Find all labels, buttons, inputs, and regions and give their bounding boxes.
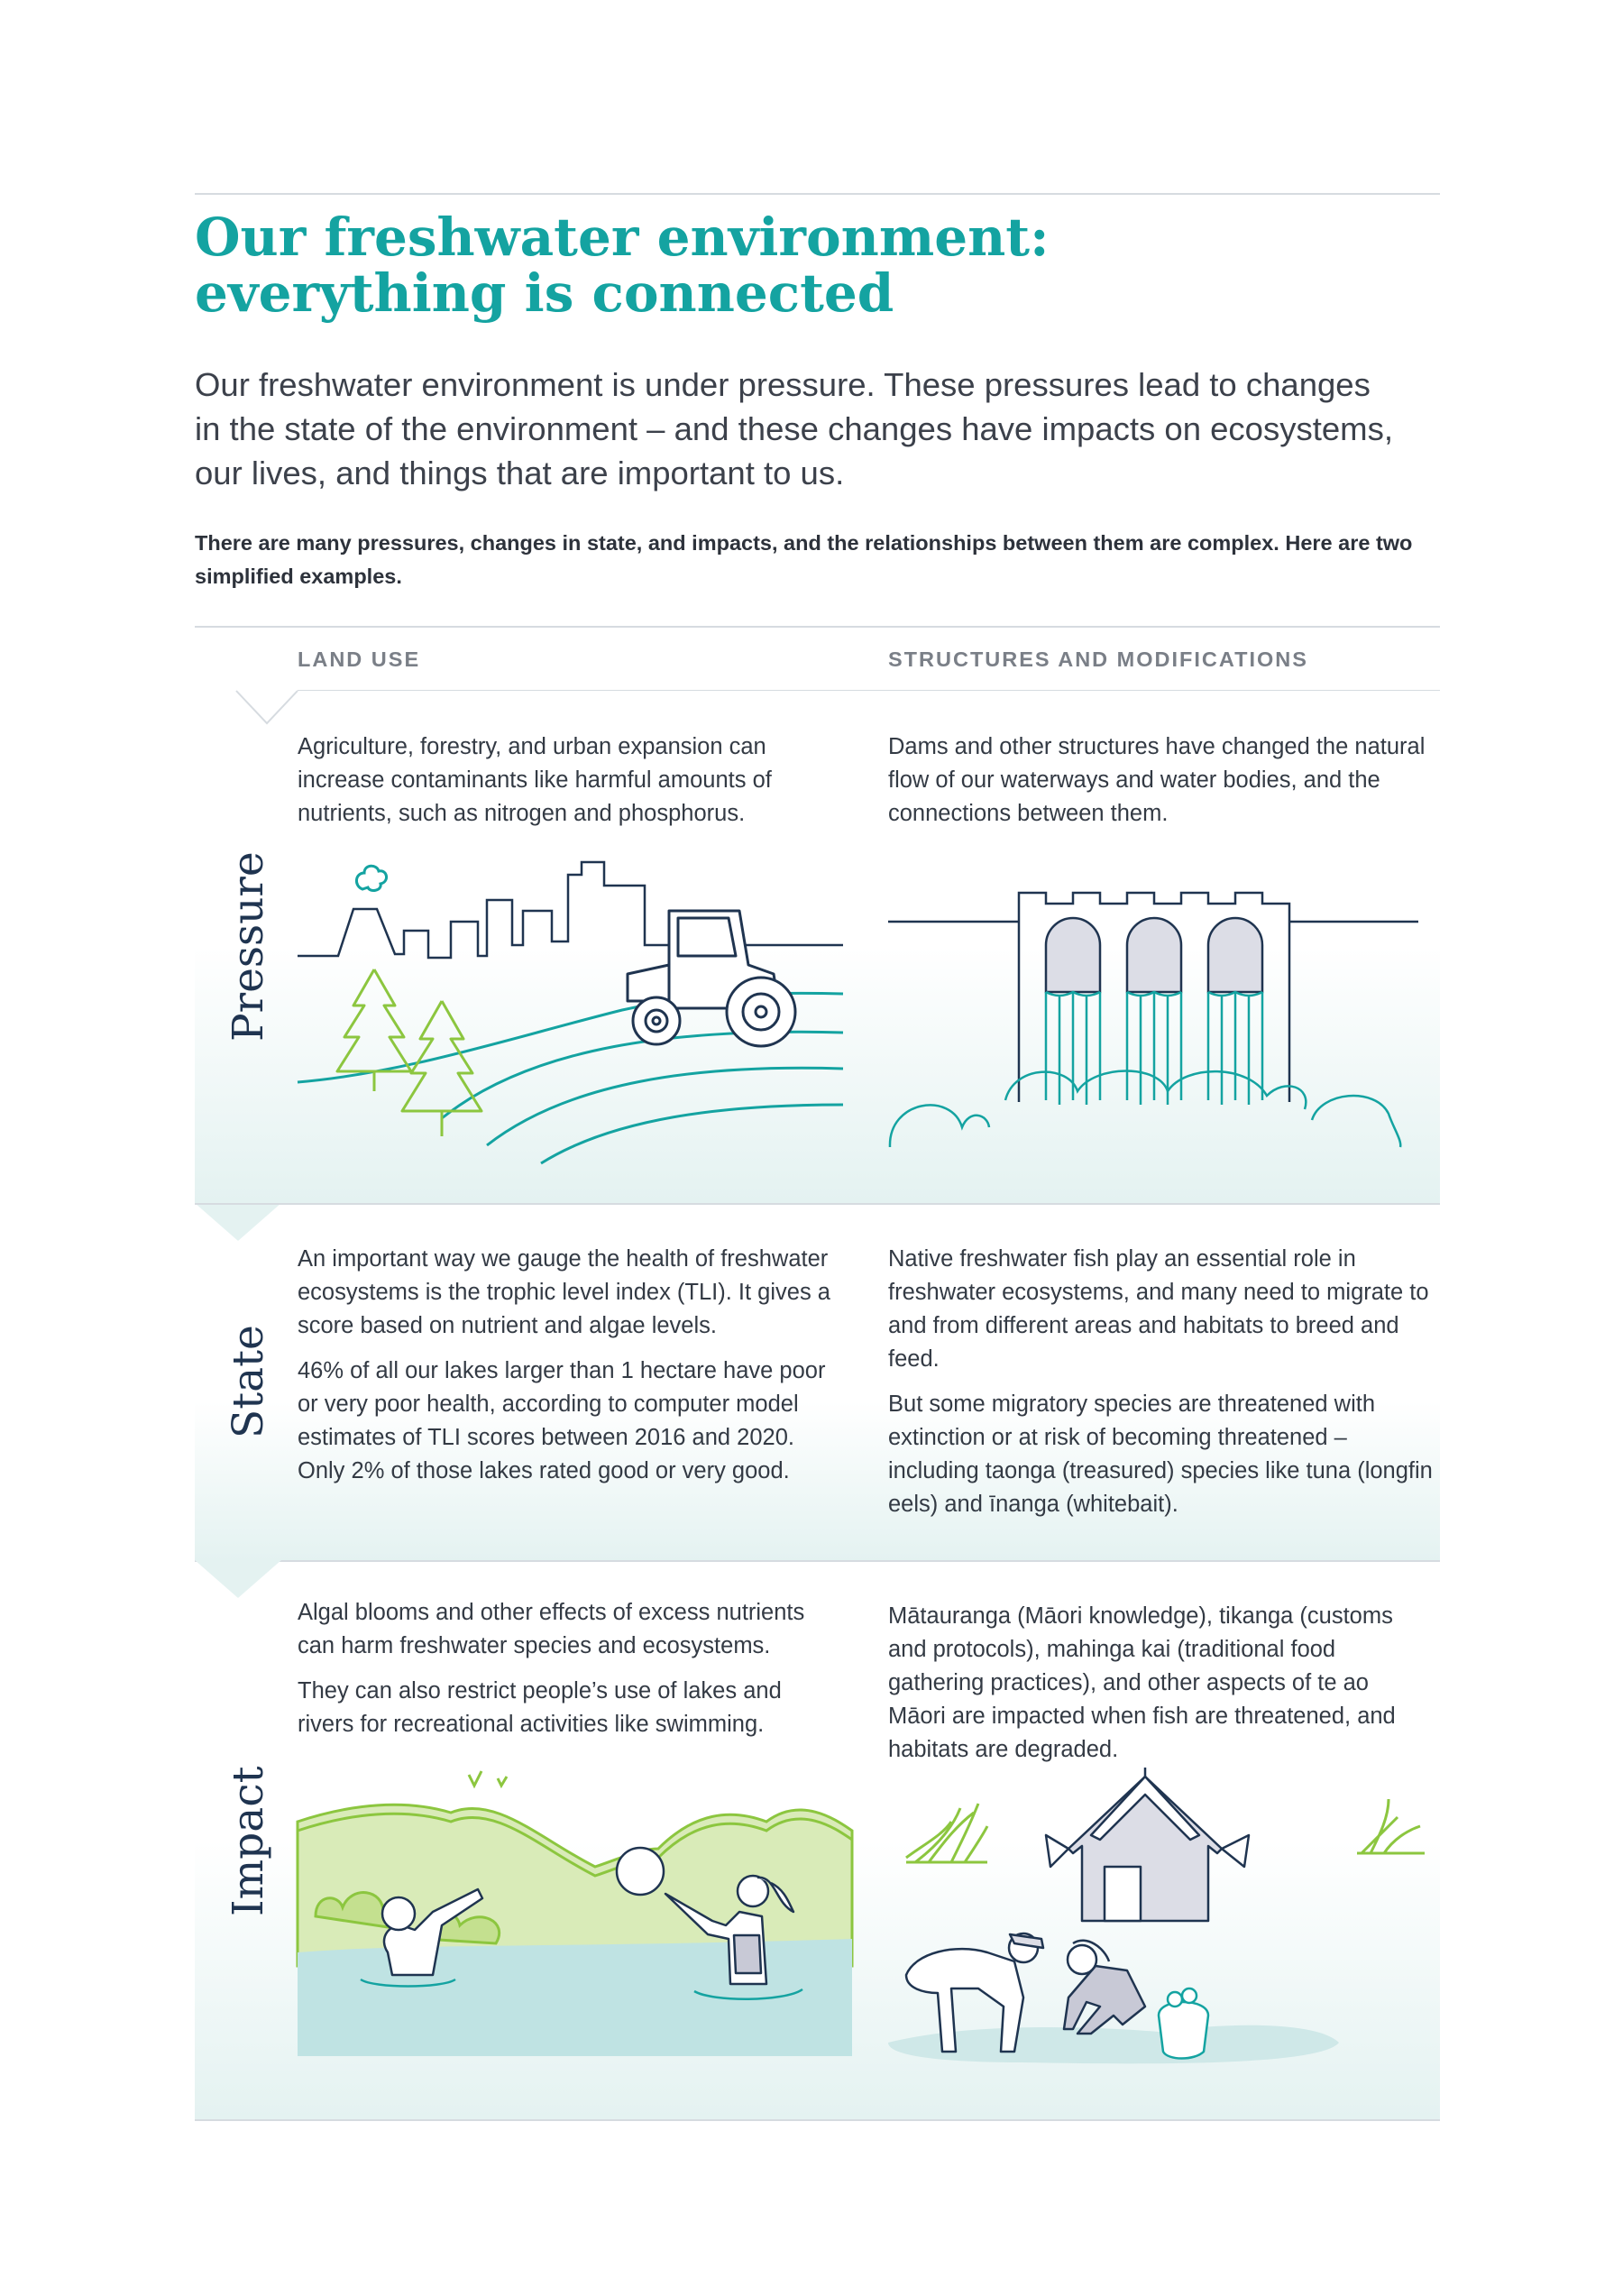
column-header-structures: STRUCTURES AND MODIFICATIONS <box>888 647 1308 671</box>
land-use-illustration <box>298 848 848 1163</box>
impact-notch <box>195 1560 303 1600</box>
pressure-notch <box>195 691 285 730</box>
impact-left-text: Algal blooms and other effects of excess nutrients can harm freshwater species and ecosystems. They can also restrict people’s use of lakes and rivers for recreational activities like swimming. <box>298 1600 805 1737</box>
intro-paragraph: Our freshwater environment is under pressure. These pressures lead to changes in the state of the environment – and these changes have impacts on ecosystems, our lives, and things that are important to us. <box>195 366 1393 491</box>
row-label-pressure: Pressure <box>224 851 273 1042</box>
dam-illustration <box>888 884 1420 1154</box>
column-header-land-use: LAND USE <box>298 647 421 671</box>
pressure-left-text: Agriculture, forestry, and urban expansion can increase contaminants like harmful amounts of nutrients, such as nitrogen and phosphorus. <box>298 734 772 826</box>
top-rule <box>195 193 1440 195</box>
intro-note: There are many pressures, changes in state, and impacts, and the relationships between them are complex. Here are two simplified examples. <box>195 531 1413 588</box>
row-label-impact: Impact <box>224 1766 273 1916</box>
state-notch <box>195 1203 303 1243</box>
marae-illustration <box>888 1763 1429 2088</box>
row-label-state: State <box>224 1325 273 1438</box>
page-title: Our freshwater environment: everything is connected <box>195 207 1050 324</box>
state-left-text: An important way we gauge the health of freshwater ecosystems is the trophic level index (TLI). It gives a score based on nutrient and algae levels. 46% of all our lakes larger than 1 hectare have poor or very poor health, according to computer model estimates of TLI scores between 2016 and 2020. Only 2% of those lakes rated good or very good. <box>298 1246 830 1483</box>
impact-right-text: Mātauranga (Māori knowledge), tikanga (customs and protocols), mahinga kai (traditional food gathering practices), and other aspects of te ao Māori are impacted when fish are threatened, and habitats are degraded. <box>888 1603 1396 1762</box>
bottom-rule <box>195 2119 1440 2121</box>
swimming-illustration <box>298 1759 852 2056</box>
header-top-rule <box>195 626 1440 628</box>
state-right-text: Native freshwater fish play an essential role in freshwater ecosystems, and many need to migrate to and from different areas and habitats to breed and feed. But some migratory species are threatened with extinction or at risk of becoming threatened – including taonga (treasured) species like tuna (longfin eels) and īnanga (whitebait). <box>888 1246 1433 1517</box>
pressure-right-text: Dams and other structures have changed the natural flow of our waterways and water bodies, and the connections between them. <box>888 734 1426 826</box>
